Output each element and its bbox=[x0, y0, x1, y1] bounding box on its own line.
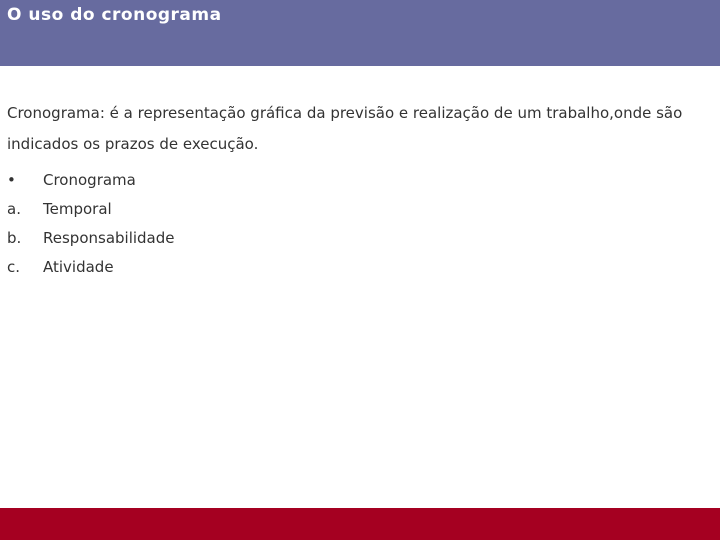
intro-paragraph: Cronograma: é a representação gráfica da previsão e realização de um trabalho,onde são indicados os prazos de execução. bbox=[7, 104, 683, 153]
footer-band bbox=[0, 508, 720, 540]
list-item bbox=[7, 228, 713, 257]
list-item-text: Cronograma bbox=[43, 171, 136, 189]
list-item-text: Temporal bbox=[43, 200, 112, 218]
bullet-marker: • bbox=[7, 171, 16, 189]
list-item bbox=[7, 170, 713, 199]
letter-marker: a. bbox=[7, 200, 21, 218]
header-band bbox=[0, 0, 720, 66]
slide-content bbox=[7, 98, 713, 286]
list-item bbox=[7, 257, 713, 286]
list-item-text: Responsabilidade bbox=[43, 229, 175, 247]
letter-marker: b. bbox=[7, 229, 22, 247]
slide-title: O uso do cronograma bbox=[7, 5, 222, 25]
list-item-text: Atividade bbox=[43, 258, 114, 276]
item-list bbox=[7, 170, 713, 286]
list-item bbox=[7, 199, 713, 228]
letter-marker: c. bbox=[7, 258, 21, 276]
